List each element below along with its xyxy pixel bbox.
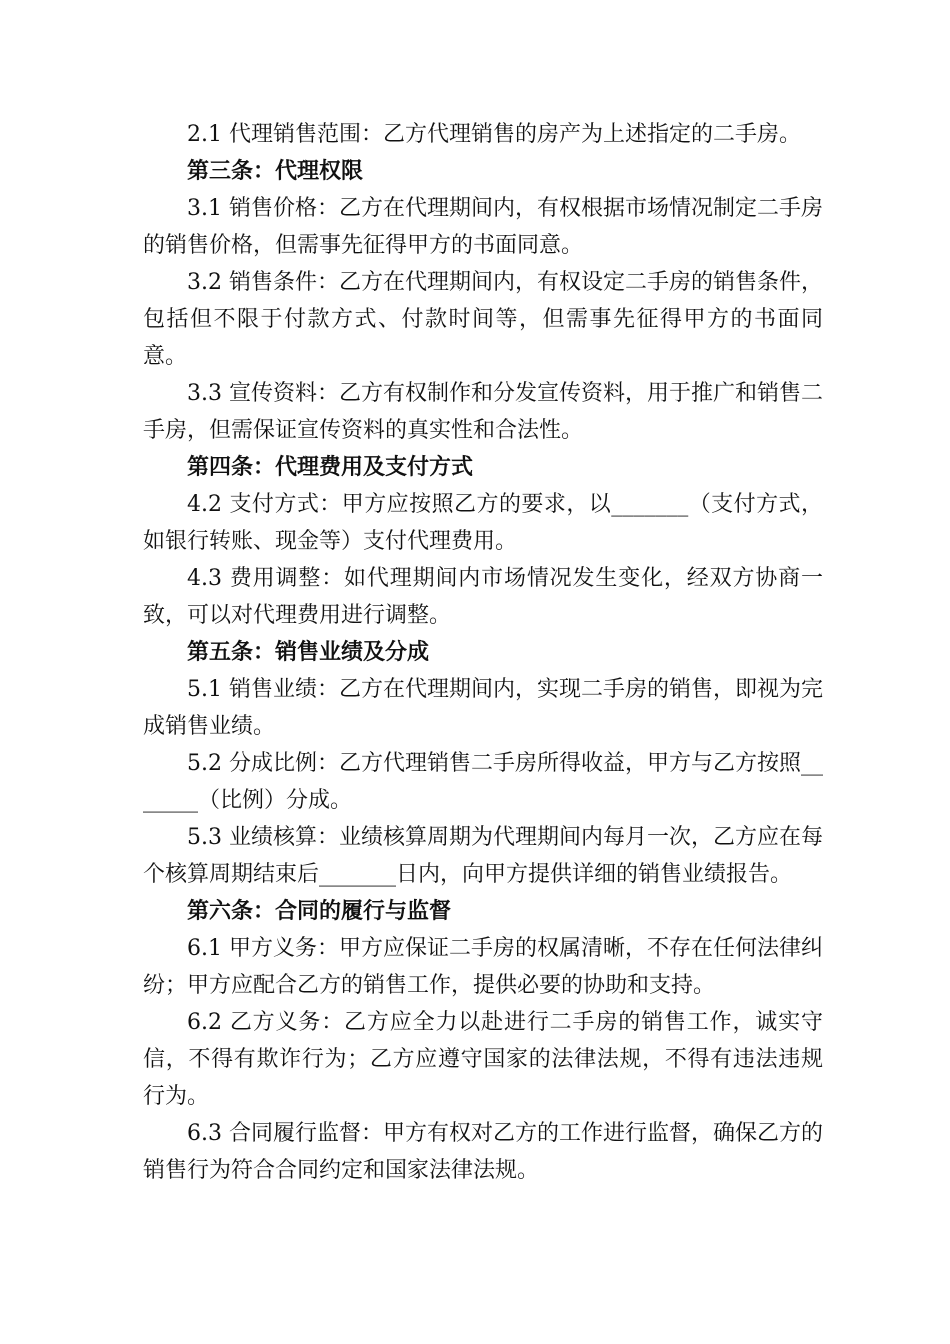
- clause-3-3: 3.3 宣传资料：乙方有权制作和分发宣传资料，用于推广和销售二手房，但需保证宣传资料的真实性和合法性。: [143, 381, 823, 443]
- article-5-heading: 第五条：销售业绩及分成: [187, 640, 430, 665]
- clause-6-2: 6.2 乙方义务：乙方应全力以赴进行二手房的销售工作，诚实守信，不得有欺诈行为；乙方应遵守国家的法律法规，不得有违法违规行为。: [143, 1010, 823, 1109]
- clause-5-3: 5.3 业绩核算：业绩核算周期为代理期间内每月一次，乙方应在每个核算周期结束后_______日内，向甲方提供详细的销售业绩报告。: [143, 825, 823, 887]
- clause-6-3: 6.3 合同履行监督：甲方有权对乙方的工作进行监督，确保乙方的销售行为符合合同约定和国家法律法规。: [143, 1121, 823, 1183]
- clause-4-2: 4.2 支付方式：甲方应按照乙方的要求，以_______（支付方式，如银行转账、现金等）支付代理费用。: [143, 492, 823, 554]
- document-page: [143, 116, 823, 1189]
- article-3-heading: 第三条：代理权限: [187, 159, 364, 184]
- clause-2-1: 2.1 代理销售范围：乙方代理销售的房产为上述指定的二手房。: [187, 122, 801, 147]
- clause-4-3: 4.3 费用调整：如代理期间内市场情况发生变化，经双方协商一致，可以对代理费用进行调整。: [143, 566, 823, 628]
- clause-6-1: 6.1 甲方义务：甲方应保证二手房的权属清晰，不存在任何法律纠纷；甲方应配合乙方的销售工作，提供必要的协助和支持。: [143, 936, 823, 998]
- clause-3-2: 3.2 销售条件：乙方在代理期间内，有权设定二手房的销售条件，包括但不限于付款方式、付款时间等，但需事先征得甲方的书面同意。: [143, 270, 823, 369]
- clause-3-1: 3.1 销售价格：乙方在代理期间内，有权根据市场情况制定二手房的销售价格，但需事先征得甲方的书面同意。: [143, 196, 823, 258]
- article-4-heading: 第四条：代理费用及支付方式: [187, 455, 474, 480]
- clause-5-1: 5.1 销售业绩：乙方在代理期间内，实现二手房的销售，即视为完成销售业绩。: [143, 677, 823, 739]
- clause-5-2: 5.2 分成比例：乙方代理销售二手房所得收益，甲方与乙方按照_______（比例）分成。: [143, 751, 823, 813]
- article-6-heading: 第六条：合同的履行与监督: [187, 899, 452, 924]
